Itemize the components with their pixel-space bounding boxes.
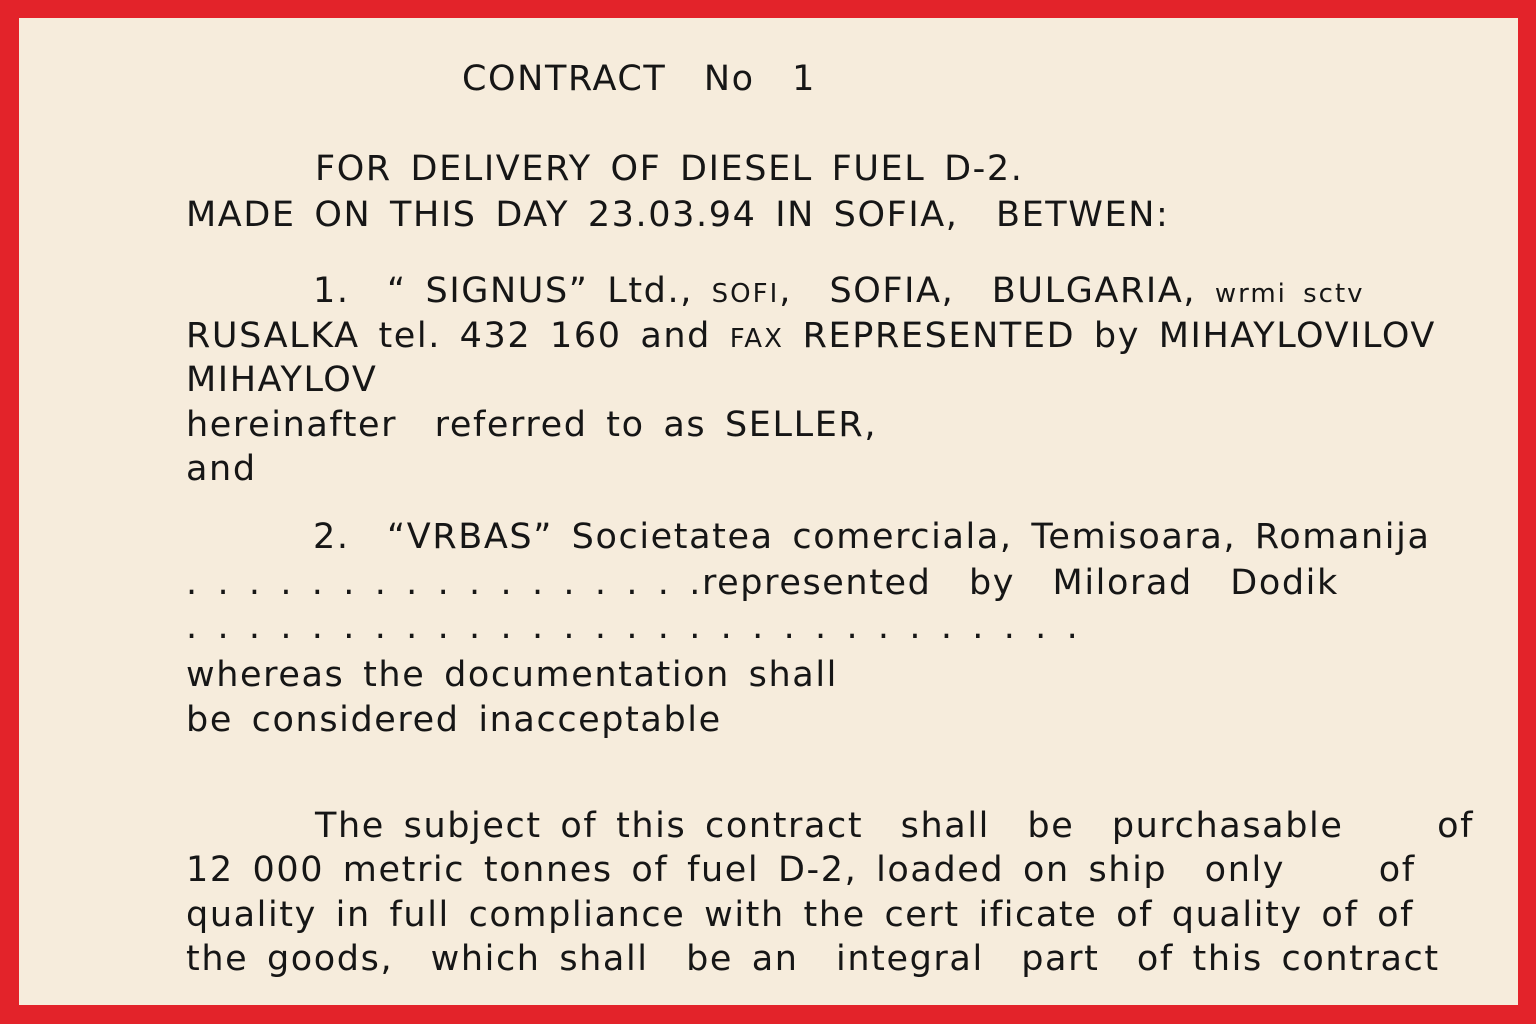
- party1-small-text-2: wrmi sctv: [1214, 279, 1365, 309]
- party1-line4: hereinafter referred to as SELLER,: [186, 405, 878, 445]
- contract-title: CONTRACT No 1: [462, 59, 816, 99]
- contract-subtitle: FOR DELIVERY OF DIESEL FUEL D-2.: [315, 149, 1024, 189]
- party2-line5: be considered inacceptable: [186, 700, 722, 740]
- party1-line1: [313, 271, 1365, 311]
- party1-small-text-1: SOFI: [711, 279, 780, 309]
- subject-line3: quality in full compliance with the cert ificate of quality of of: [186, 895, 1415, 935]
- subject-line4: the goods, which shall be an integral part of this contract: [186, 939, 1440, 979]
- contract-document-page: [19, 18, 1518, 1005]
- party2-line2: . . . . . . . . . . . . . . . . .represented by Milorad Dodik: [186, 563, 1339, 603]
- party1-address: RUSALKA tel. 432 160 and: [186, 316, 711, 356]
- party2-line4: whereas the documentation shall: [186, 655, 838, 695]
- subject-line2: 12 000 metric tonnes of fuel D-2, loaded on ship only of: [186, 850, 1416, 890]
- party1-fax-label: FAX: [729, 324, 784, 354]
- subject-line1: The subject of this contract shall be purchasable of: [315, 806, 1475, 846]
- party2-line3: . . . . . . . . . . . . . . . . . . . . . . . . . . . . .: [186, 607, 1080, 647]
- party1-line5: and: [186, 449, 257, 489]
- party1-name: 1. “ SIGNUS” Ltd.,: [313, 271, 693, 311]
- party1-location: , SOFIA, BULGARIA,: [779, 271, 1197, 311]
- party1-line3: MIHAYLOV: [186, 360, 378, 400]
- contract-made-line: MADE ON THIS DAY 23.03.94 IN SOFIA, BETWEN:: [186, 195, 1170, 235]
- party2-line1: 2. “VRBAS” Societatea comerciala, Temisoara, Romanija: [313, 517, 1431, 557]
- party1-representative: REPRESENTED by MIHAYLOVILOV: [802, 316, 1436, 356]
- party1-line2: [186, 316, 1436, 356]
